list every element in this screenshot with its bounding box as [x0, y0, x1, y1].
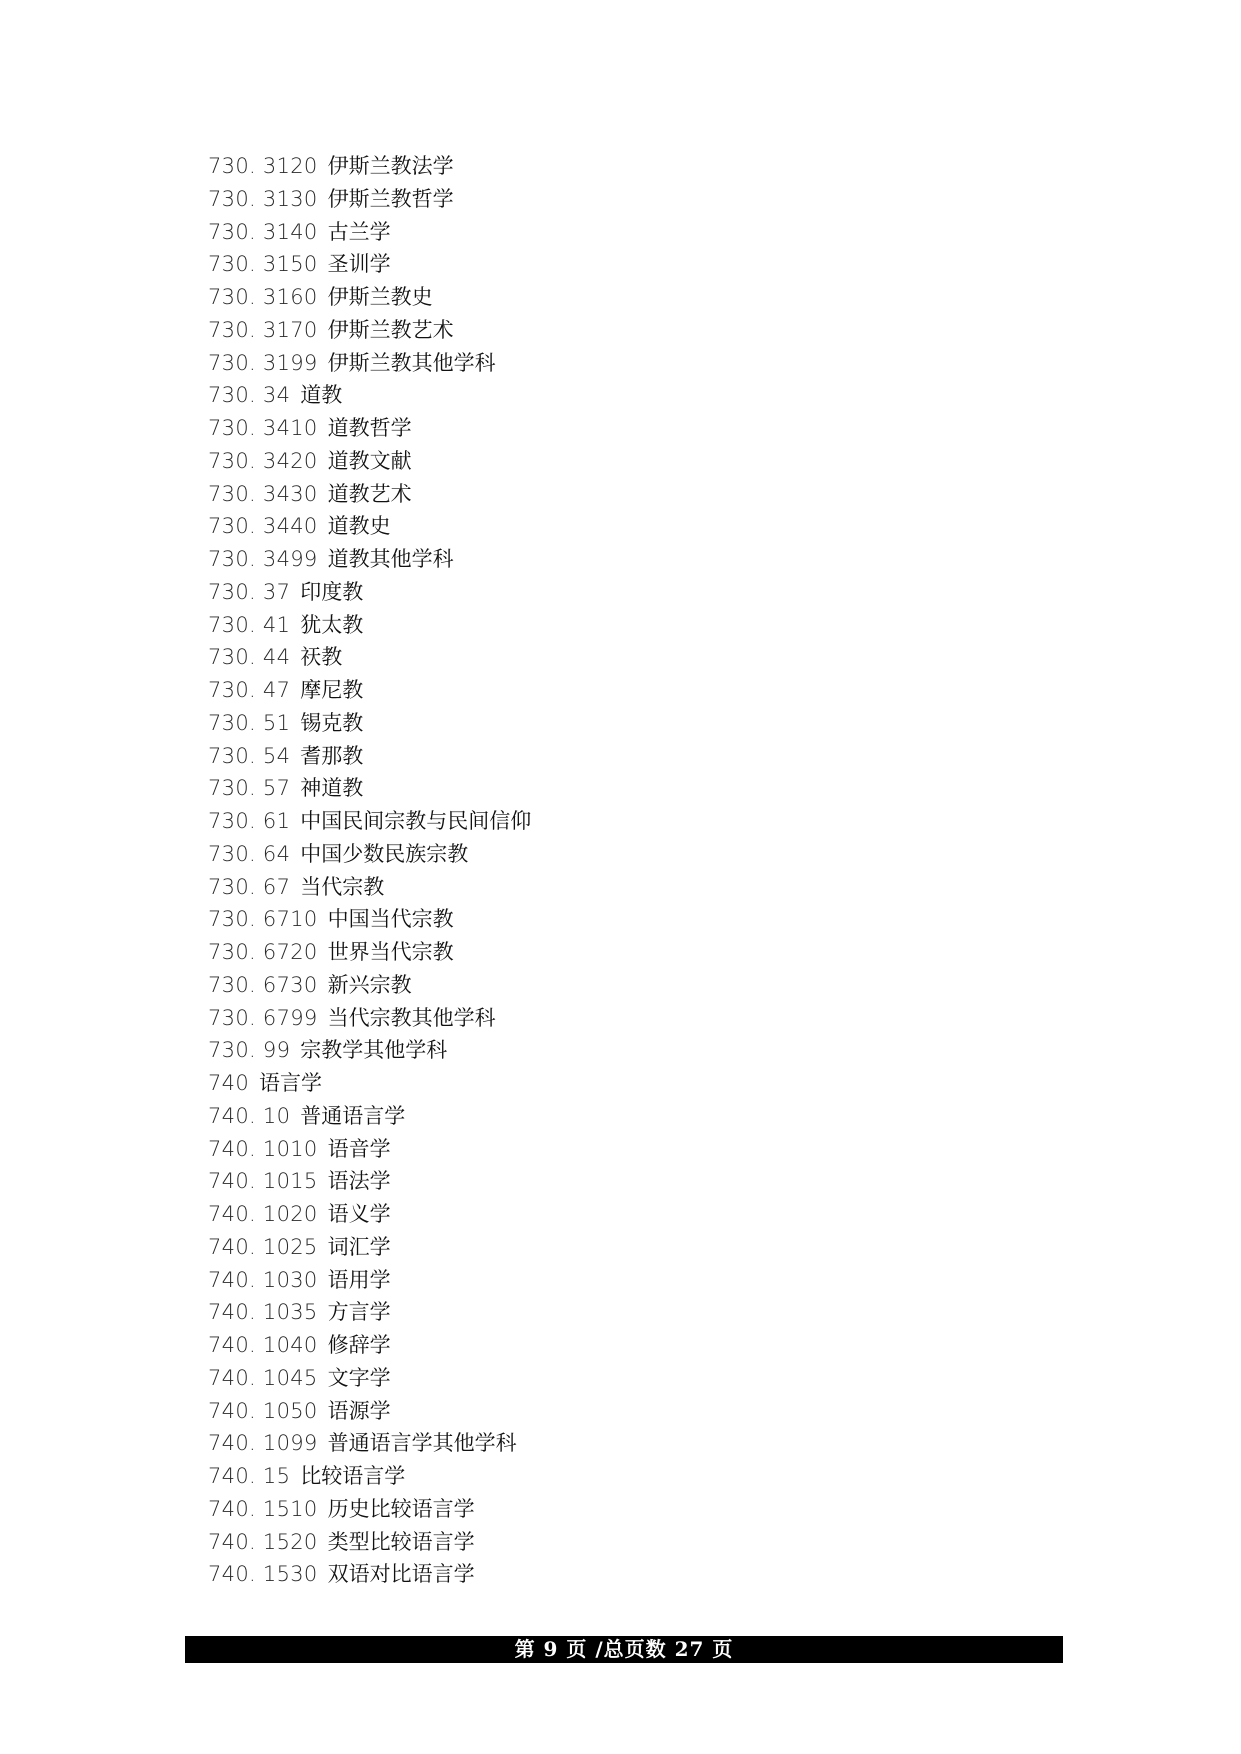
subject-name: 伊斯兰教艺术: [327, 317, 454, 342]
list-item: [208, 478, 908, 511]
subject-name: 古兰学: [327, 219, 391, 244]
list-item: [208, 314, 908, 347]
subject-name: 双语对比语言学: [327, 1562, 475, 1587]
list-item: [208, 183, 908, 216]
subject-code: 730. 6710: [208, 907, 318, 932]
subject-name: 当代宗教: [300, 874, 385, 899]
subject-name: 圣训学: [327, 252, 391, 277]
subject-code: 730. 51: [208, 710, 291, 735]
list-item: [208, 150, 908, 183]
list-item: [208, 936, 908, 969]
list-item: [208, 216, 908, 249]
subject-code: 740. 1015: [208, 1169, 318, 1194]
subject-name: 语源学: [327, 1398, 391, 1423]
subject-name: 世界当代宗教: [327, 940, 454, 964]
list-item: [208, 445, 908, 478]
subject-code: 740. 1099: [208, 1431, 318, 1456]
subject-name: 语用学: [327, 1267, 391, 1292]
subject-name: 中国少数民族宗教: [300, 841, 469, 866]
subject-name: 道教艺术: [327, 481, 412, 506]
subject-code: 730. 61: [208, 809, 291, 833]
subject-name: 普通语言学其他学科: [327, 1431, 517, 1456]
subject-code: 730. 6730: [208, 972, 318, 997]
list-item: [208, 1231, 908, 1264]
subject-name: 文字学: [327, 1365, 391, 1390]
subject-code: 730. 3160: [208, 285, 318, 309]
list-item: [208, 1362, 908, 1395]
subject-name: 比较语言学: [300, 1464, 406, 1488]
subject-name: 语音学: [327, 1136, 391, 1161]
subject-code: 730. 3410: [208, 416, 318, 440]
list-item: [208, 510, 908, 543]
subject-name: 词汇学: [327, 1234, 391, 1259]
subject-code: 730. 3440: [208, 514, 318, 539]
list-item: [208, 1460, 908, 1493]
subject-code: 740: [208, 1071, 249, 1095]
subject-code: 730. 3130: [208, 186, 318, 211]
subject-code: 730. 41: [208, 612, 291, 637]
subject-code: 730. 54: [208, 743, 291, 768]
subject-name: 道教: [300, 383, 343, 408]
list-item: [208, 576, 908, 609]
subject-code: 730. 99: [208, 1038, 291, 1063]
list-item: [208, 1133, 908, 1166]
list-item: [208, 412, 908, 445]
list-item: [208, 772, 908, 805]
subject-code: 730. 67: [208, 874, 291, 899]
subject-name: 语义学: [327, 1202, 391, 1226]
list-item: [208, 1395, 908, 1428]
subject-name: 祆教: [300, 645, 343, 670]
subject-name: 中国当代宗教: [327, 907, 454, 932]
list-item: [208, 1100, 908, 1133]
subject-code: 730. 6799: [208, 1005, 318, 1030]
subject-code: 740. 1050: [208, 1398, 318, 1423]
subject-name: 宗教学其他学科: [300, 1038, 448, 1063]
subject-name: 类型比较语言学: [327, 1529, 475, 1554]
subject-name: 锡克教: [300, 710, 364, 735]
list-item: [208, 903, 908, 936]
list-item: [208, 969, 908, 1002]
list-item: [208, 543, 908, 576]
subject-name: 伊斯兰教其他学科: [327, 350, 496, 375]
subject-code: 740. 1530: [208, 1562, 318, 1587]
subject-name: 伊斯兰教哲学: [327, 186, 454, 211]
subject-name: 犹太教: [300, 612, 364, 637]
list-item: [208, 674, 908, 707]
subject-name: 普通语言学: [300, 1103, 406, 1128]
subject-name: 道教文献: [327, 448, 412, 473]
subject-name: 当代宗教其他学科: [327, 1005, 496, 1030]
subject-name: 伊斯兰教法学: [327, 154, 454, 178]
subject-code: 730. 34: [208, 383, 291, 408]
list-item: [208, 1329, 908, 1362]
subject-name: 道教哲学: [327, 416, 412, 440]
subject-name: 语言学: [258, 1071, 322, 1095]
list-item: [208, 1067, 908, 1100]
list-item: [208, 1526, 908, 1559]
subject-code: 740. 1045: [208, 1365, 318, 1390]
list-item: [208, 1165, 908, 1198]
subject-code: 730. 3140: [208, 219, 318, 244]
subject-code: 740. 1520: [208, 1529, 318, 1554]
subject-code: 740. 1010: [208, 1136, 318, 1161]
subject-code: 730. 6720: [208, 940, 318, 964]
subject-name: 语法学: [327, 1169, 391, 1194]
subject-name: 历史比较语言学: [327, 1496, 475, 1521]
subject-name: 耆那教: [300, 743, 364, 768]
subject-name: 道教史: [327, 514, 391, 539]
subject-code: 730. 3199: [208, 350, 318, 375]
subject-code: 740. 1510: [208, 1496, 318, 1521]
page-footer: [185, 1636, 1063, 1663]
list-item: [208, 1296, 908, 1329]
list-item: [208, 1034, 908, 1067]
subject-name: 修辞学: [327, 1333, 391, 1357]
subject-code: 730. 3430: [208, 481, 318, 506]
subject-name: 神道教: [300, 776, 364, 801]
list-item: [208, 1002, 908, 1035]
page-number-label: 第 9 页 /总页数 27 页: [514, 1637, 734, 1661]
subject-code: 740. 1035: [208, 1300, 318, 1325]
list-item: [208, 1493, 908, 1526]
list-item: [208, 347, 908, 380]
subject-code: 730. 3420: [208, 448, 318, 473]
subject-code: 730. 44: [208, 645, 291, 670]
subject-code: 740. 1025: [208, 1234, 318, 1259]
subject-code: 730. 37: [208, 579, 291, 604]
subject-name: 新兴宗教: [327, 972, 412, 997]
list-item: [208, 379, 908, 412]
subject-code: 730. 64: [208, 841, 291, 866]
subject-name: 道教其他学科: [327, 547, 454, 571]
subject-code: 740. 15: [208, 1464, 291, 1488]
subject-code: 740. 1040: [208, 1333, 318, 1357]
list-item: [208, 641, 908, 674]
list-item: [208, 707, 908, 740]
list-item: [208, 838, 908, 871]
list-item: [208, 281, 908, 314]
list-item: [208, 805, 908, 838]
subject-code: 730. 3499: [208, 547, 318, 571]
list-item: [208, 1264, 908, 1297]
list-item: [208, 609, 908, 642]
subject-name: 中国民间宗教与民间信仰: [300, 809, 532, 833]
subject-code: 730. 3150: [208, 252, 318, 277]
subject-name: 印度教: [300, 579, 364, 604]
list-item: [208, 248, 908, 281]
subject-code: 740. 10: [208, 1103, 291, 1128]
subject-name: 方言学: [327, 1300, 391, 1325]
list-item: [208, 1198, 908, 1231]
subject-code: 730. 57: [208, 776, 291, 801]
list-item: [208, 740, 908, 773]
subject-code: 730. 3120: [208, 154, 318, 178]
subject-code: 740. 1020: [208, 1202, 318, 1226]
list-item: [208, 871, 908, 904]
subject-name: 伊斯兰教史: [327, 285, 433, 309]
subject-code: 740. 1030: [208, 1267, 318, 1292]
subject-code: 730. 47: [208, 678, 291, 702]
list-item: [208, 1558, 908, 1591]
classification-list: [208, 150, 908, 1591]
subject-code: 730. 3170: [208, 317, 318, 342]
list-item: [208, 1427, 908, 1460]
subject-name: 摩尼教: [300, 678, 364, 702]
